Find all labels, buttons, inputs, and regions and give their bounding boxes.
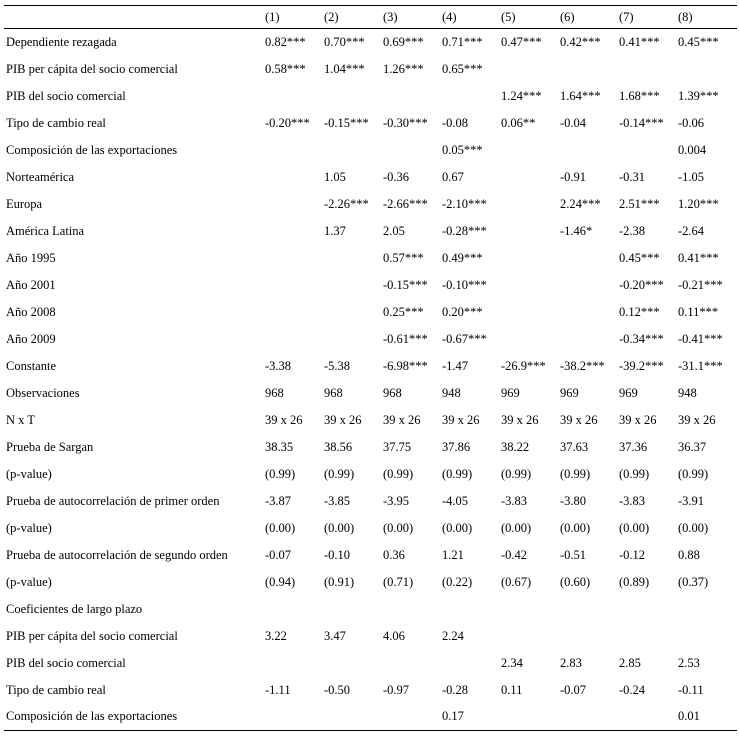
value-cell-model-1: -3.38: [265, 358, 292, 373]
value-cell-model-7: [617, 704, 676, 731]
value-cell-model-4: 0.05***: [442, 142, 483, 157]
value-cell-model-6: [558, 326, 617, 353]
value-cell-model-7: [617, 596, 676, 623]
table-row: [4, 407, 737, 434]
value-cell-model-3: -0.97: [383, 682, 410, 697]
value-cell-model-6: [558, 137, 617, 164]
value-cell-model-4: -4.05: [442, 493, 469, 508]
value-cell-model-8: 2.53: [678, 655, 700, 670]
value-cell-model-1: 39 x 26: [265, 412, 303, 427]
table-body: [4, 29, 737, 731]
value-cell-model-7: [617, 623, 676, 650]
value-cell-model-3: [381, 650, 440, 677]
value-cell-model-2: 1.05: [324, 169, 346, 184]
row-label: Europa: [6, 196, 43, 211]
table-row: [4, 326, 737, 353]
row-label: N x T: [6, 412, 35, 427]
table-row: [4, 677, 737, 704]
row-label: (p-value): [6, 520, 52, 535]
value-cell-model-2: 1.37: [324, 223, 346, 238]
value-cell-model-4: 0.49***: [442, 250, 483, 265]
value-cell-model-1: -3.87: [265, 493, 292, 508]
value-cell-model-6: 969: [560, 385, 579, 400]
table-row: [4, 569, 737, 596]
value-cell-model-5: [499, 596, 558, 623]
row-label: PIB per cápita del socio comercial: [6, 61, 178, 76]
value-cell-model-5: 39 x 26: [501, 412, 539, 427]
value-cell-model-5: (0.99): [501, 466, 532, 481]
row-label: PIB per cápita del socio comercial: [6, 628, 178, 643]
value-cell-model-4: -0.67***: [442, 331, 487, 346]
value-cell-model-6: 2.24***: [560, 196, 601, 211]
value-cell-model-6: [558, 299, 617, 326]
value-cell-model-2: [322, 596, 381, 623]
value-cell-model-3: 39 x 26: [383, 412, 421, 427]
value-cell-model-2: 38.56: [324, 439, 353, 454]
value-cell-model-3: -6.98***: [383, 358, 428, 373]
value-cell-model-7: -0.14***: [619, 115, 664, 130]
value-cell-model-8: 39 x 26: [678, 412, 716, 427]
value-cell-model-6: 1.64***: [560, 88, 601, 103]
value-cell-model-8: 0.41***: [678, 250, 719, 265]
value-cell-model-3: -0.15***: [383, 277, 428, 292]
value-cell-model-5: -0.42: [501, 547, 528, 562]
value-cell-model-4: -1.47: [442, 358, 469, 373]
table-row: [4, 353, 737, 380]
value-cell-model-7: (0.99): [619, 466, 650, 481]
value-cell-model-5: 2.34: [501, 655, 523, 670]
value-cell-model-1: -0.20***: [265, 115, 310, 130]
value-cell-model-8: [676, 56, 737, 83]
row-label: Prueba de autocorrelación de primer orden: [6, 493, 220, 508]
value-cell-model-3: -0.61***: [383, 331, 428, 346]
value-cell-model-7: 0.45***: [619, 250, 660, 265]
value-cell-model-3: 0.36: [383, 547, 405, 562]
value-cell-model-1: 968: [265, 385, 284, 400]
row-label: Prueba de Sargan: [6, 439, 94, 454]
value-cell-model-2: [322, 272, 381, 299]
table-row: [4, 245, 737, 272]
value-cell-model-6: (0.60): [560, 574, 591, 589]
header-cell-model-1: (1): [263, 6, 322, 29]
value-cell-model-8: (0.00): [678, 520, 709, 535]
value-cell-model-6: -0.91: [560, 169, 587, 184]
value-cell-model-6: 37.63: [560, 439, 589, 454]
header-row: [4, 6, 737, 29]
value-cell-model-5: (0.67): [501, 574, 532, 589]
value-cell-model-3: 0.69***: [383, 34, 424, 49]
value-cell-model-8: 1.20***: [678, 196, 719, 211]
value-cell-model-1: [263, 218, 322, 245]
value-cell-model-2: -0.10: [324, 547, 351, 562]
value-cell-model-7: 2.85: [619, 655, 641, 670]
value-cell-model-2: (0.91): [324, 574, 355, 589]
value-cell-model-2: 1.04***: [324, 61, 365, 76]
header-cell-model-4: (4): [440, 6, 499, 29]
value-cell-model-3: -0.36: [383, 169, 410, 184]
table-row: [4, 434, 737, 461]
value-cell-model-5: 38.22: [501, 439, 530, 454]
value-cell-model-6: -38.2***: [560, 358, 605, 373]
row-label: América Latina: [6, 223, 85, 238]
value-cell-model-8: 0.01: [676, 704, 737, 731]
value-cell-model-8: -3.91: [678, 493, 705, 508]
value-cell-model-1: [263, 650, 322, 677]
table-header: [4, 6, 737, 29]
value-cell-model-8: 0.11***: [678, 304, 719, 319]
value-cell-model-2: [322, 650, 381, 677]
value-cell-model-4: 0.67: [442, 169, 464, 184]
value-cell-model-8: 1.39***: [678, 88, 719, 103]
value-cell-model-4: 2.24: [442, 628, 464, 643]
value-cell-model-7: 969: [619, 385, 638, 400]
value-cell-model-1: -1.11: [265, 682, 291, 697]
value-cell-model-4: -2.10***: [442, 196, 487, 211]
table-row: [4, 272, 737, 299]
value-cell-model-4: 39 x 26: [442, 412, 480, 427]
header-cell-label: [4, 6, 263, 29]
value-cell-model-6: -1.46*: [560, 223, 593, 238]
value-cell-model-6: -0.04: [560, 115, 587, 130]
value-cell-model-8: [676, 623, 737, 650]
value-cell-model-6: [558, 704, 617, 731]
value-cell-model-1: 0.82***: [265, 34, 306, 49]
row-label: Tipo de cambio real: [6, 682, 106, 697]
value-cell-model-3: [381, 137, 440, 164]
row-label: Año 2009: [6, 331, 56, 346]
value-cell-model-4: (0.99): [442, 466, 473, 481]
header-cell-model-6: (6): [558, 6, 617, 29]
value-cell-model-3: [381, 83, 440, 110]
value-cell-model-4: -0.28***: [442, 223, 487, 238]
value-cell-model-1: 0.58***: [265, 61, 306, 76]
row-label: Observaciones: [6, 385, 80, 400]
value-cell-model-6: 0.42***: [560, 34, 601, 49]
value-cell-model-2: -3.85: [324, 493, 351, 508]
value-cell-model-5: [499, 218, 558, 245]
value-cell-model-3: 968: [383, 385, 402, 400]
row-label: Composición de las exportaciones: [6, 142, 178, 157]
value-cell-model-6: [558, 245, 617, 272]
value-cell-model-7: (0.00): [619, 520, 650, 535]
value-cell-model-8: -0.41***: [678, 331, 723, 346]
value-cell-model-5: 0.11: [501, 682, 523, 697]
value-cell-model-4: 0.71***: [442, 34, 483, 49]
value-cell-model-8: -31.1***: [678, 358, 723, 373]
table-row: [4, 542, 737, 569]
value-cell-model-3: 2.05: [383, 223, 405, 238]
row-label: Prueba de autocorrelación de segundo orden: [6, 547, 228, 562]
row-label: (p-value): [6, 574, 52, 589]
value-cell-model-1: [263, 272, 322, 299]
value-cell-model-4: [440, 596, 499, 623]
value-cell-model-6: [558, 56, 617, 83]
value-cell-model-7: 0.12***: [619, 304, 660, 319]
value-cell-model-7: (0.89): [619, 574, 650, 589]
value-cell-model-8: (0.37): [678, 574, 709, 589]
value-cell-model-5: [499, 56, 558, 83]
value-cell-model-7: 39 x 26: [619, 412, 657, 427]
value-cell-model-3: -3.95: [383, 493, 410, 508]
value-cell-model-4: 1.21: [442, 547, 464, 562]
value-cell-model-3: (0.99): [383, 466, 414, 481]
value-cell-model-3: (0.00): [383, 520, 414, 535]
value-cell-model-8: -2.64: [678, 223, 705, 238]
row-label: Constante: [6, 358, 56, 373]
value-cell-model-6: (0.99): [560, 466, 591, 481]
row-label: Composición de las exportaciones: [4, 704, 263, 731]
header-cell-model-5: (5): [499, 6, 558, 29]
value-cell-model-6: [558, 623, 617, 650]
value-cell-model-1: [263, 704, 322, 731]
table-row: [4, 623, 737, 650]
table-row: [4, 461, 737, 488]
row-label: Año 2001: [6, 277, 56, 292]
value-cell-model-6: -0.07: [560, 682, 587, 697]
table-row: [4, 650, 737, 677]
row-label: (p-value): [6, 466, 52, 481]
value-cell-model-1: [263, 164, 322, 191]
value-cell-model-2: [322, 299, 381, 326]
value-cell-model-2: -0.50: [324, 682, 351, 697]
value-cell-model-8: 36.37: [678, 439, 707, 454]
header-cell-model-8: (8): [676, 6, 737, 29]
value-cell-model-3: (0.71): [383, 574, 414, 589]
value-cell-model-3: 37.75: [383, 439, 412, 454]
value-cell-model-2: -0.15***: [324, 115, 369, 130]
row-label: PIB del socio comercial: [6, 88, 126, 103]
value-cell-model-7: -0.20***: [619, 277, 664, 292]
value-cell-model-3: 0.25***: [383, 304, 424, 319]
value-cell-model-5: [499, 191, 558, 218]
value-cell-model-1: (0.99): [265, 466, 296, 481]
value-cell-model-5: -3.83: [501, 493, 528, 508]
value-cell-model-1: (0.94): [265, 574, 296, 589]
value-cell-model-1: [263, 326, 322, 353]
value-cell-model-8: (0.99): [678, 466, 709, 481]
row-label: Año 2008: [6, 304, 56, 319]
value-cell-model-5: [499, 272, 558, 299]
value-cell-model-8: -0.21***: [678, 277, 723, 292]
value-cell-model-3: 0.57***: [383, 250, 424, 265]
value-cell-model-7: -0.12: [619, 547, 646, 562]
value-cell-model-1: [263, 245, 322, 272]
value-cell-model-6: (0.00): [560, 520, 591, 535]
table-row: [4, 704, 737, 731]
value-cell-model-7: 2.51***: [619, 196, 660, 211]
value-cell-model-3: [381, 704, 440, 731]
value-cell-model-4: (0.22): [442, 574, 473, 589]
value-cell-model-3: [381, 596, 440, 623]
value-cell-model-1: [263, 83, 322, 110]
value-cell-model-2: [322, 83, 381, 110]
value-cell-model-2: 39 x 26: [324, 412, 362, 427]
value-cell-model-4: 0.65***: [442, 61, 483, 76]
row-label: Dependiente rezagada: [6, 34, 117, 49]
table-row: [4, 137, 737, 164]
value-cell-model-5: 1.24***: [501, 88, 542, 103]
value-cell-model-5: (0.00): [501, 520, 532, 535]
value-cell-model-4: [440, 83, 499, 110]
value-cell-model-7: 37.36: [619, 439, 648, 454]
row-label: Tipo de cambio real: [6, 115, 106, 130]
value-cell-model-7: [617, 56, 676, 83]
table-row: [4, 218, 737, 245]
value-cell-model-2: [322, 326, 381, 353]
row-label: Norteamérica: [6, 169, 75, 184]
value-cell-model-7: -0.31: [619, 169, 646, 184]
table-row: [4, 191, 737, 218]
value-cell-model-7: [617, 137, 676, 164]
value-cell-model-8: [676, 596, 737, 623]
row-label: Coeficientes de largo plazo: [6, 601, 143, 616]
value-cell-model-4: -0.10***: [442, 277, 487, 292]
value-cell-model-5: [499, 299, 558, 326]
table-row: [4, 596, 737, 623]
value-cell-model-2: 3.47: [324, 628, 346, 643]
value-cell-model-1: -0.07: [265, 547, 292, 562]
value-cell-model-7: 0.41***: [619, 34, 660, 49]
header-cell-model-2: (2): [322, 6, 381, 29]
row-label: Año 1995: [6, 250, 56, 265]
value-cell-model-6: -0.51: [560, 547, 587, 562]
value-cell-model-5: [499, 704, 558, 731]
value-cell-model-7: -0.24: [619, 682, 646, 697]
header-cell-model-7: (7): [617, 6, 676, 29]
value-cell-model-5: 969: [501, 385, 520, 400]
value-cell-model-2: [322, 245, 381, 272]
value-cell-model-5: [499, 245, 558, 272]
value-cell-model-1: 3.22: [265, 628, 287, 643]
value-cell-model-6: 2.83: [560, 655, 582, 670]
header-cell-model-3: (3): [381, 6, 440, 29]
value-cell-model-2: 0.70***: [324, 34, 365, 49]
value-cell-model-1: 38.35: [265, 439, 294, 454]
value-cell-model-8: 0.45***: [678, 34, 719, 49]
value-cell-model-3: -2.66***: [383, 196, 428, 211]
table-row: [4, 29, 737, 56]
value-cell-model-1: [263, 299, 322, 326]
value-cell-model-7: -2.38: [619, 223, 646, 238]
value-cell-model-2: (0.00): [324, 520, 355, 535]
value-cell-model-1: [263, 191, 322, 218]
table-row: [4, 299, 737, 326]
value-cell-model-5: [499, 326, 558, 353]
value-cell-model-4: -0.08: [442, 115, 469, 130]
value-cell-model-2: [322, 704, 381, 731]
table-row: [4, 488, 737, 515]
value-cell-model-2: -5.38: [324, 358, 351, 373]
value-cell-model-8: 0.88: [678, 547, 700, 562]
value-cell-model-2: [322, 137, 381, 164]
value-cell-model-4: 948: [442, 385, 461, 400]
value-cell-model-8: -1.05: [678, 169, 705, 184]
value-cell-model-5: -26.9***: [501, 358, 546, 373]
value-cell-model-5: 0.47***: [501, 34, 542, 49]
value-cell-model-8: 948: [678, 385, 697, 400]
value-cell-model-3: 1.26***: [383, 61, 424, 76]
value-cell-model-5: 0.06**: [501, 115, 536, 130]
value-cell-model-4: 0.20***: [442, 304, 483, 319]
value-cell-model-2: -2.26***: [324, 196, 369, 211]
value-cell-model-5: [499, 137, 558, 164]
table-row: [4, 56, 737, 83]
value-cell-model-3: 4.06: [383, 628, 405, 643]
table-row: [4, 515, 737, 542]
value-cell-model-7: -0.34***: [619, 331, 664, 346]
row-label: PIB del socio comercial: [6, 655, 126, 670]
value-cell-model-5: [499, 623, 558, 650]
value-cell-model-1: [263, 137, 322, 164]
value-cell-model-7: 1.68***: [619, 88, 660, 103]
value-cell-model-4: 0.17: [440, 704, 499, 731]
value-cell-model-3: -0.30***: [383, 115, 428, 130]
value-cell-model-4: -0.28: [442, 682, 469, 697]
table-row: [4, 164, 737, 191]
value-cell-model-7: -39.2***: [619, 358, 664, 373]
value-cell-model-6: [558, 596, 617, 623]
value-cell-model-6: 39 x 26: [560, 412, 598, 427]
value-cell-model-6: [558, 272, 617, 299]
value-cell-model-5: [499, 164, 558, 191]
value-cell-model-8: -0.06: [678, 115, 705, 130]
value-cell-model-1: [263, 596, 322, 623]
table-row: [4, 380, 737, 407]
value-cell-model-8: 0.004: [678, 142, 707, 157]
value-cell-model-4: [440, 650, 499, 677]
value-cell-model-6: -3.80: [560, 493, 587, 508]
value-cell-model-7: -3.83: [619, 493, 646, 508]
value-cell-model-2: (0.99): [324, 466, 355, 481]
table-row: [4, 110, 737, 137]
value-cell-model-1: (0.00): [265, 520, 296, 535]
value-cell-model-8: -0.11: [678, 682, 704, 697]
value-cell-model-4: (0.00): [442, 520, 473, 535]
regression-table: [4, 5, 737, 731]
value-cell-model-2: 968: [324, 385, 343, 400]
table-row: [4, 83, 737, 110]
value-cell-model-4: 37.86: [442, 439, 471, 454]
